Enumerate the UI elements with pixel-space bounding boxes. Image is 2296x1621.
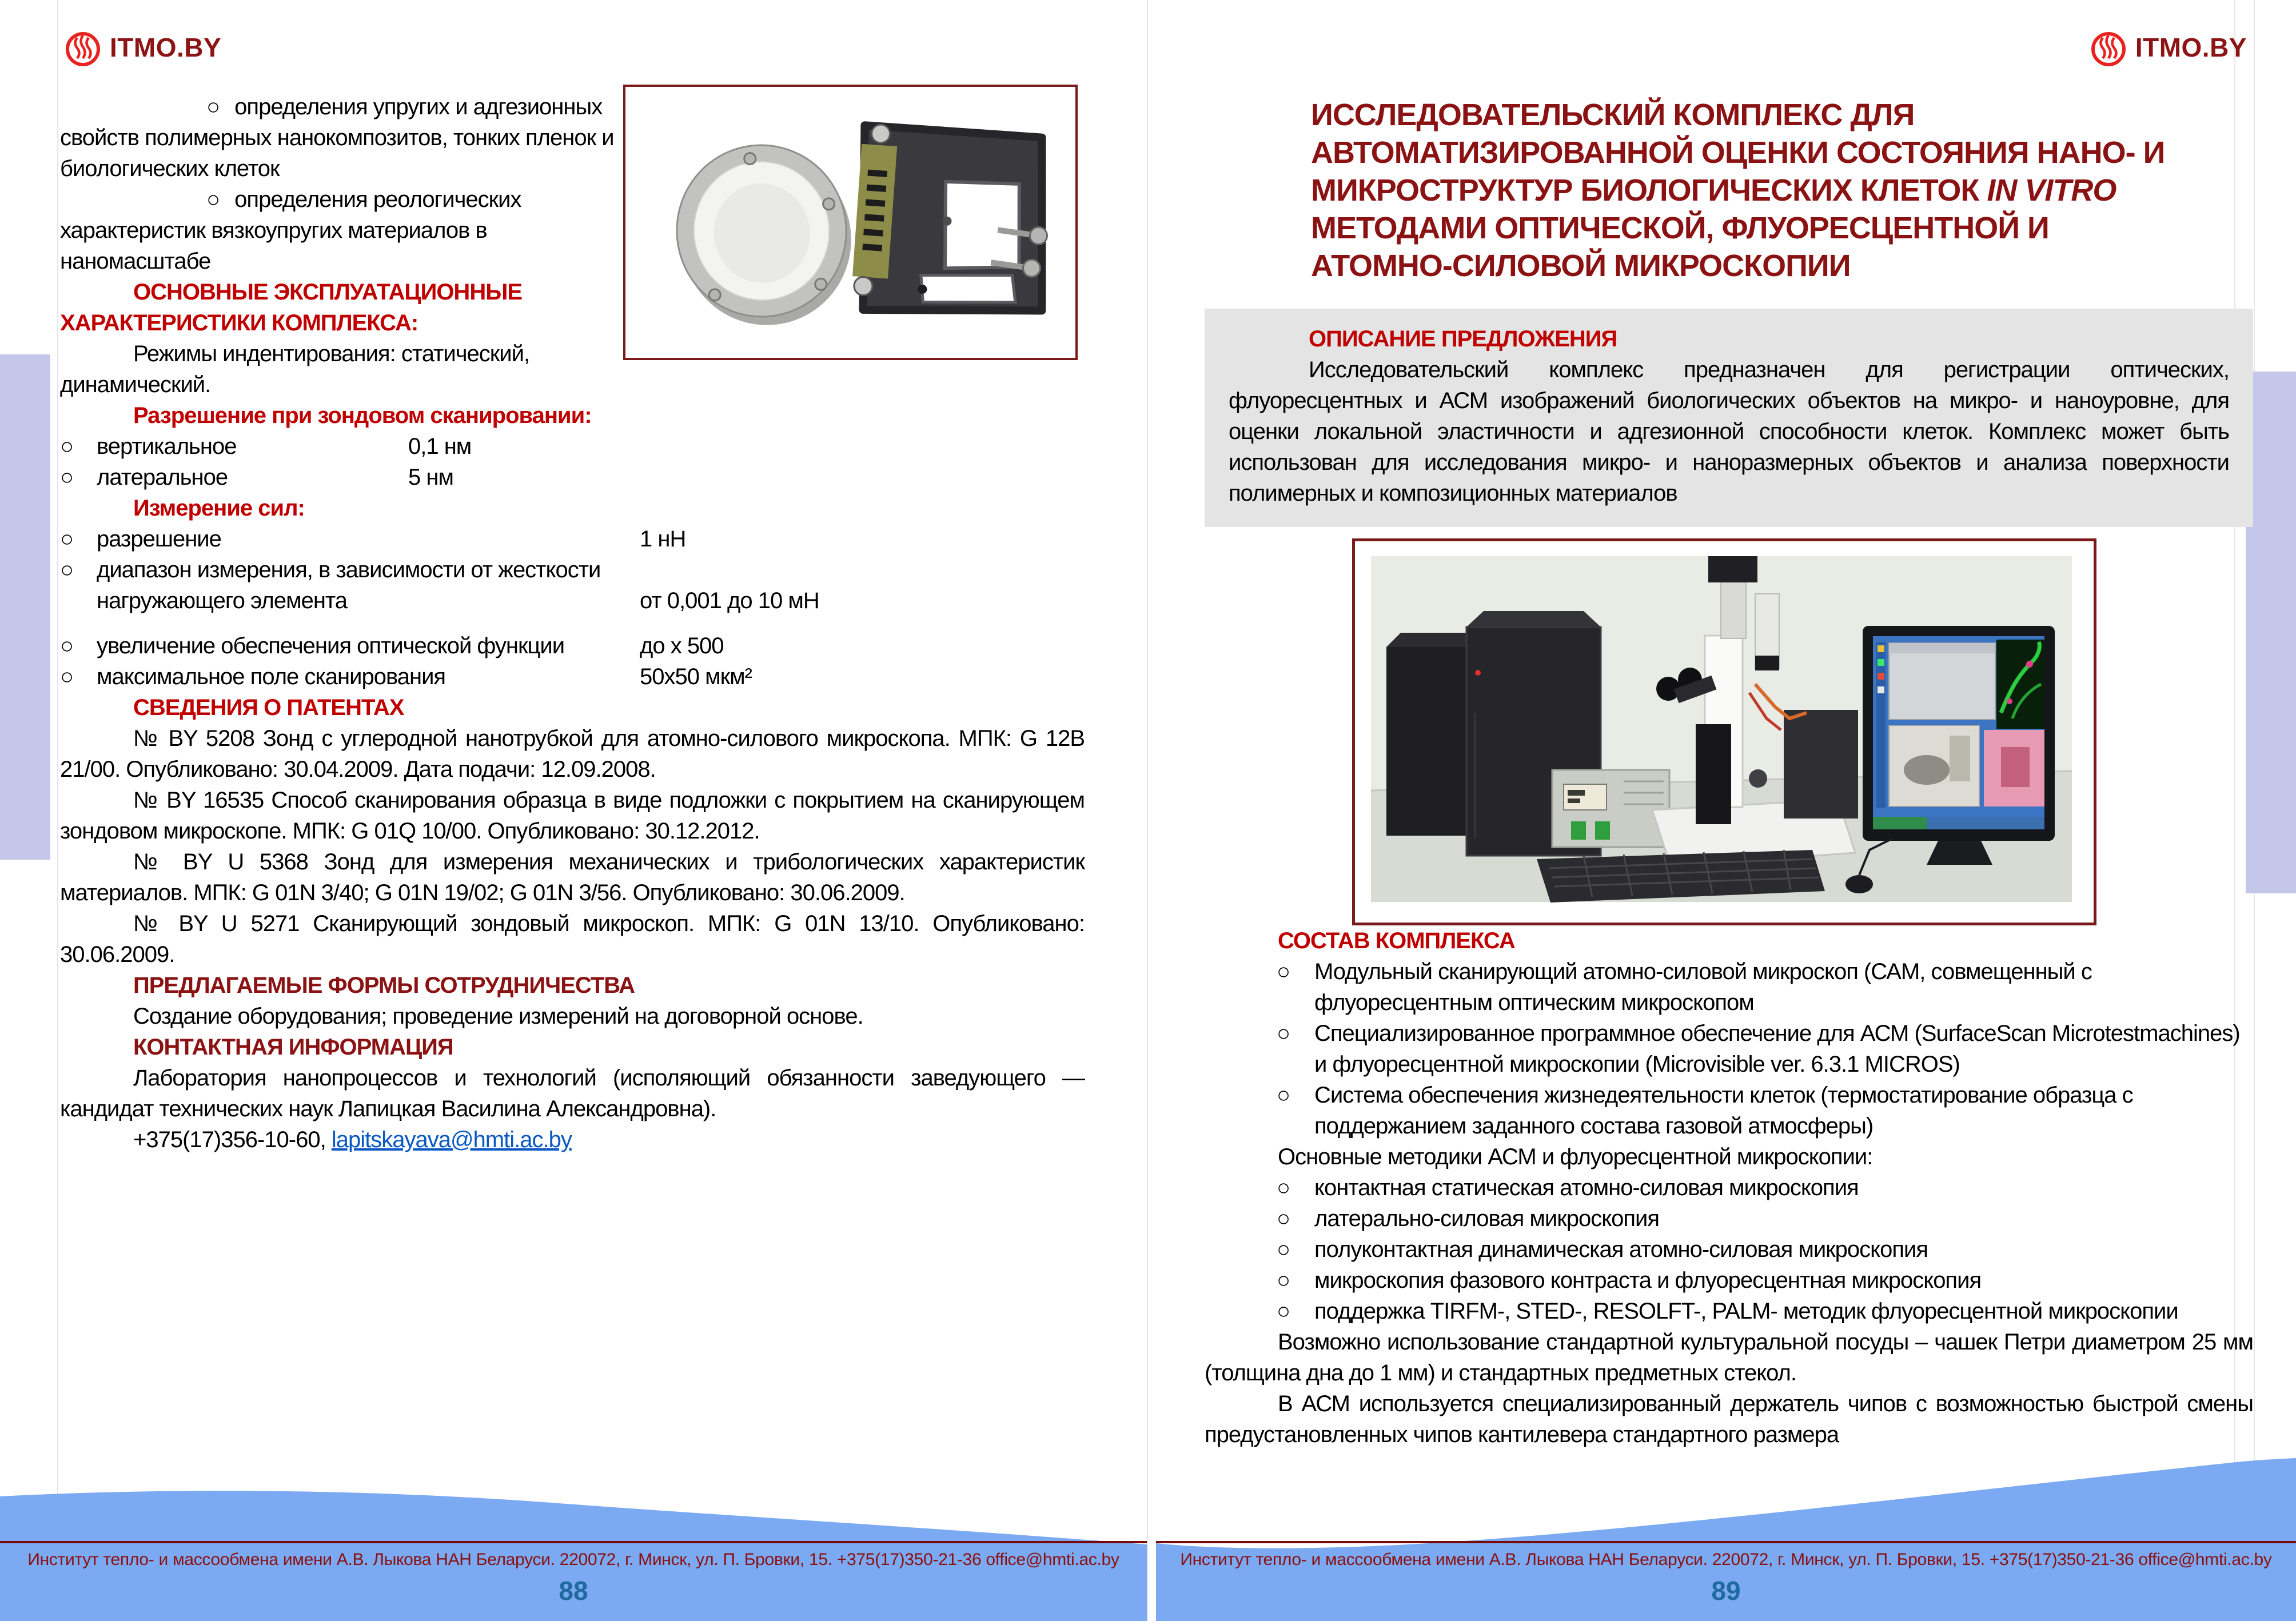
circle-bullet-icon: ○ [1277, 1237, 1290, 1262]
note-afm-holder: В АСМ используется специализированный держатель чипов с возможностью быстрой смены предустановленных чипов кантилевера стандартного размера [1205, 1391, 2253, 1447]
patent-entry: № BY U 5368 Зонд для измерения механических и трибологических характеристик материалов. МПК: G 01N 3/40; G 01N 19/02; G 01N 3/56. Опубликовано: 30.06.2009. [60, 849, 1085, 905]
lab-setup-photo [1352, 538, 2096, 925]
circle-bullet-icon: ○ [206, 187, 220, 212]
spec-label: латеральное [97, 465, 228, 490]
logo-text: ITMO.BY [2135, 33, 2247, 62]
section-heading-composition: СОСТАВ КОМПЛЕКСА [1278, 928, 1515, 953]
spec-row [60, 630, 1085, 661]
circle-bullet-icon: ○ [60, 633, 74, 658]
circle-bullet-icon: ○ [1277, 1299, 1290, 1324]
catalog-page-left [0, 0, 1147, 1621]
lab-photo-illustration [1355, 541, 2088, 917]
title-in-vitro: IN VITRO [1987, 173, 2116, 207]
circle-bullet-icon: ○ [206, 94, 220, 119]
composition-item: ○ Модульный сканирующий атомно-силовой микроскоп (САМ, совмещенный с флуоресцентным оптическим микроскопом [1277, 956, 2253, 1018]
footer-institute-text: Институт тепло- и массообмена имени А.В. Лыкова НАН Беларуси. 220072, г. Минск, ул. П. Бровки, 15. +375(17)350-21-36 office@hmti.ac.by [27, 1550, 1119, 1569]
description-text: Исследовательский комплекс предназначен для регистрации оптических, флуоресцентных и АСМ изображений биологических объектов на микро- и наноуровне, для оценки локальной эластичности и адгезионной способности клеток. Комплекс может быть использован для исследования микро- и наноразмерных объектов и анализа поверхности полимерных и композиционных материалов [1229, 357, 2229, 506]
section-heading-forces: Измерение сил: [133, 496, 305, 521]
spec-row [60, 554, 1085, 616]
spec-value: до х 500 [640, 633, 724, 658]
contact-phone-line [60, 1124, 1085, 1155]
section-heading-cooperation: ПРЕДЛАГАЕМЫЕ ФОРМЫ СОТРУДНИЧЕСТВА [133, 973, 635, 998]
circle-bullet-icon: ○ [1277, 1021, 1290, 1046]
catalog-page-right [1156, 0, 2296, 1621]
contact-phone: +375(17)356-10-60, [133, 1127, 332, 1152]
circle-bullet-icon: ○ [60, 465, 74, 490]
cooperation-text: Создание оборудования; проведение измерений на договорной основе. [133, 1004, 863, 1029]
footer-divider-line [1156, 1541, 2296, 1543]
circle-bullet-icon: ○ [1277, 959, 1290, 984]
patent-entry: № BY 5208 Зонд с углеродной нанотрубкой для атомно-силового микроскопа. МПК: G 12B 21/00. Опубликовано: 30.04.2009. Дата подачи: 12.09.2008. [60, 726, 1085, 782]
intro-bullet-item: ○ определения упругих и адгезионных свойств полимерных нанокомпозитов, тонких пленок и биологических клеток [60, 91, 623, 184]
circle-bullet-icon: ○ [60, 557, 74, 582]
spec-value: 1 нН [640, 526, 686, 552]
circle-bullet-icon: ○ [1277, 1175, 1290, 1200]
page-title: ИССЛЕДОВАТЕЛЬСКИЙ КОМПЛЕКС ДЛЯ АВТОМАТИЗИРОВАННОЙ ОЦЕНКИ СОСТОЯНИЯ НАНО- И МИКРОСТРУКТУР БИОЛОГИЧЕСКИХ КЛЕТОК IN VITRO МЕТОДАМИ ОПТИЧЕСКОЙ, ФЛУОРЕСЦЕНТНОЙ И АТОМНО-СИЛОВОЙ МИКРОСКОПИИ [1311, 98, 2165, 283]
spec-label: увеличение обеспечения оптической функции [97, 633, 565, 658]
method-item: ○ поддержка TIRFM-, STED-, RESOLFT-, PALM- методик флуоресцентной микроскопии [1277, 1296, 2253, 1327]
section-heading-resolution: Разрешение при зондовом сканировании: [133, 403, 592, 428]
page-number: 89 [1711, 1576, 1741, 1606]
composition-item: ○ Специализированное программное обеспечение для АСМ (SurfaceScan Microtestmachines) и флуоресцентной микроскопии (Microvisible ver. 6.3.1 MICROS) [1277, 1018, 2253, 1080]
lavender-side-bar [0, 354, 50, 860]
logo-text: ITMO.BY [110, 33, 222, 62]
left-page-text-column [60, 91, 1085, 1155]
itmo-logo [64, 29, 221, 66]
itmo-logo [2090, 29, 2247, 66]
circle-bullet-icon: ○ [60, 526, 74, 552]
spec-value: 0,1 нм [408, 434, 472, 459]
circle-bullet-icon: ○ [1277, 1206, 1290, 1231]
spec-value: от 0,001 до 10 мН [640, 588, 819, 613]
note-culture-dishes: Возможно использование стандартной культуральной посуды – чашек Петри диаметром 25 мм (толщина дна до 1 мм) и стандартных предметных стекол. [1205, 1329, 2253, 1386]
page-frame-line [57, 0, 58, 1621]
methods-intro: Основные методики АСМ и флуоресцентной микроскопии: [1278, 1144, 1873, 1169]
section-heading-patents: СВЕДЕНИЯ О ПАТЕНТАХ [133, 695, 404, 720]
spec-value: 5 нм [408, 465, 453, 490]
spec-label: диапазон измерения, в зависимости от жесткости нагружающего элемента [97, 557, 601, 613]
lavender-side-bar [2246, 372, 2296, 893]
spec-label: максимальное поле сканирования [97, 664, 446, 689]
spec-row [60, 524, 1085, 554]
page-number: 88 [559, 1576, 588, 1606]
circle-bullet-icon: ○ [1277, 1268, 1290, 1293]
spec-label: вертикальное [97, 434, 237, 459]
circle-bullet-icon: ○ [1277, 1083, 1290, 1108]
method-item: ○ микроскопия фазового контраста и флуоресцентная микроскопия [1277, 1265, 2253, 1296]
flame-icon [64, 29, 102, 66]
method-item: ○ латерально-силовая микроскопия [1277, 1203, 2253, 1234]
circle-bullet-icon: ○ [60, 434, 74, 459]
contact-text: Лаборатория нанопроцессов и технологий (исполяющий обязанности заведующего — кандидат технических наук Лапицкая Василина Александровна). [60, 1065, 1085, 1121]
spec-row [60, 462, 1085, 493]
indentation-modes-text: Режимы индентирования: статический, динамический. [60, 341, 530, 397]
method-item: ○ контактная статическая атомно-силовая микроскопия [1277, 1172, 2253, 1203]
method-item: ○ полуконтактная динамическая атомно-силовая микроскопия [1277, 1234, 2253, 1265]
composition-item: ○ Система обеспечения жизнедеятельности клеток (термостатирование образца с поддержанием заданного состава газовой атмосферы) [1277, 1080, 2253, 1141]
spec-label: разрешение [97, 526, 221, 552]
spec-row [60, 431, 1085, 462]
section-heading-contact: КОНТАКТНАЯ ИНФОРМАЦИЯ [133, 1035, 453, 1060]
flame-icon [2090, 29, 2127, 66]
circle-bullet-icon: ○ [60, 664, 74, 689]
contact-email-link[interactable]: lapitskayava@hmti.ac.by [331, 1127, 572, 1152]
intro-bullet-item: ○ определения реологических характеристик вязкоупругих материалов в наномасштабе [60, 184, 623, 277]
description-box [1205, 309, 2253, 527]
spec-value: 50х50 мкм² [640, 664, 752, 689]
footer-divider-line [0, 1541, 1147, 1543]
patent-entry: № BY U 5271 Сканирующий зондовый микроскоп. МПК: G 01N 13/10. Опубликовано: 30.06.2009. [60, 911, 1085, 967]
footer-institute-text: Институт тепло- и массообмена имени А.В. Лыкова НАН Беларуси. 220072, г. Минск, ул. П. Бровки, 15. +375(17)350-21-36 office@hmti.ac.by [1180, 1550, 2272, 1569]
section-heading-description: ОПИСАНИЕ ПРЕДЛОЖЕНИЯ [1309, 326, 1617, 352]
spec-row [60, 661, 1085, 692]
patent-entry: № BY 16535 Способ сканирования образца в виде подложки с покрытием на сканирующем зондовом микроскопе. МПК: G 01Q 10/00. Опубликовано: 30.12.2012. [60, 788, 1085, 844]
right-page-text-column [1205, 96, 2253, 1450]
section-heading-operational: ОСНОВНЫЕ ЭКСПЛУАТАЦИОННЫЕ ХАРАКТЕРИСТИКИ КОМПЛЕКСА: [60, 280, 523, 336]
